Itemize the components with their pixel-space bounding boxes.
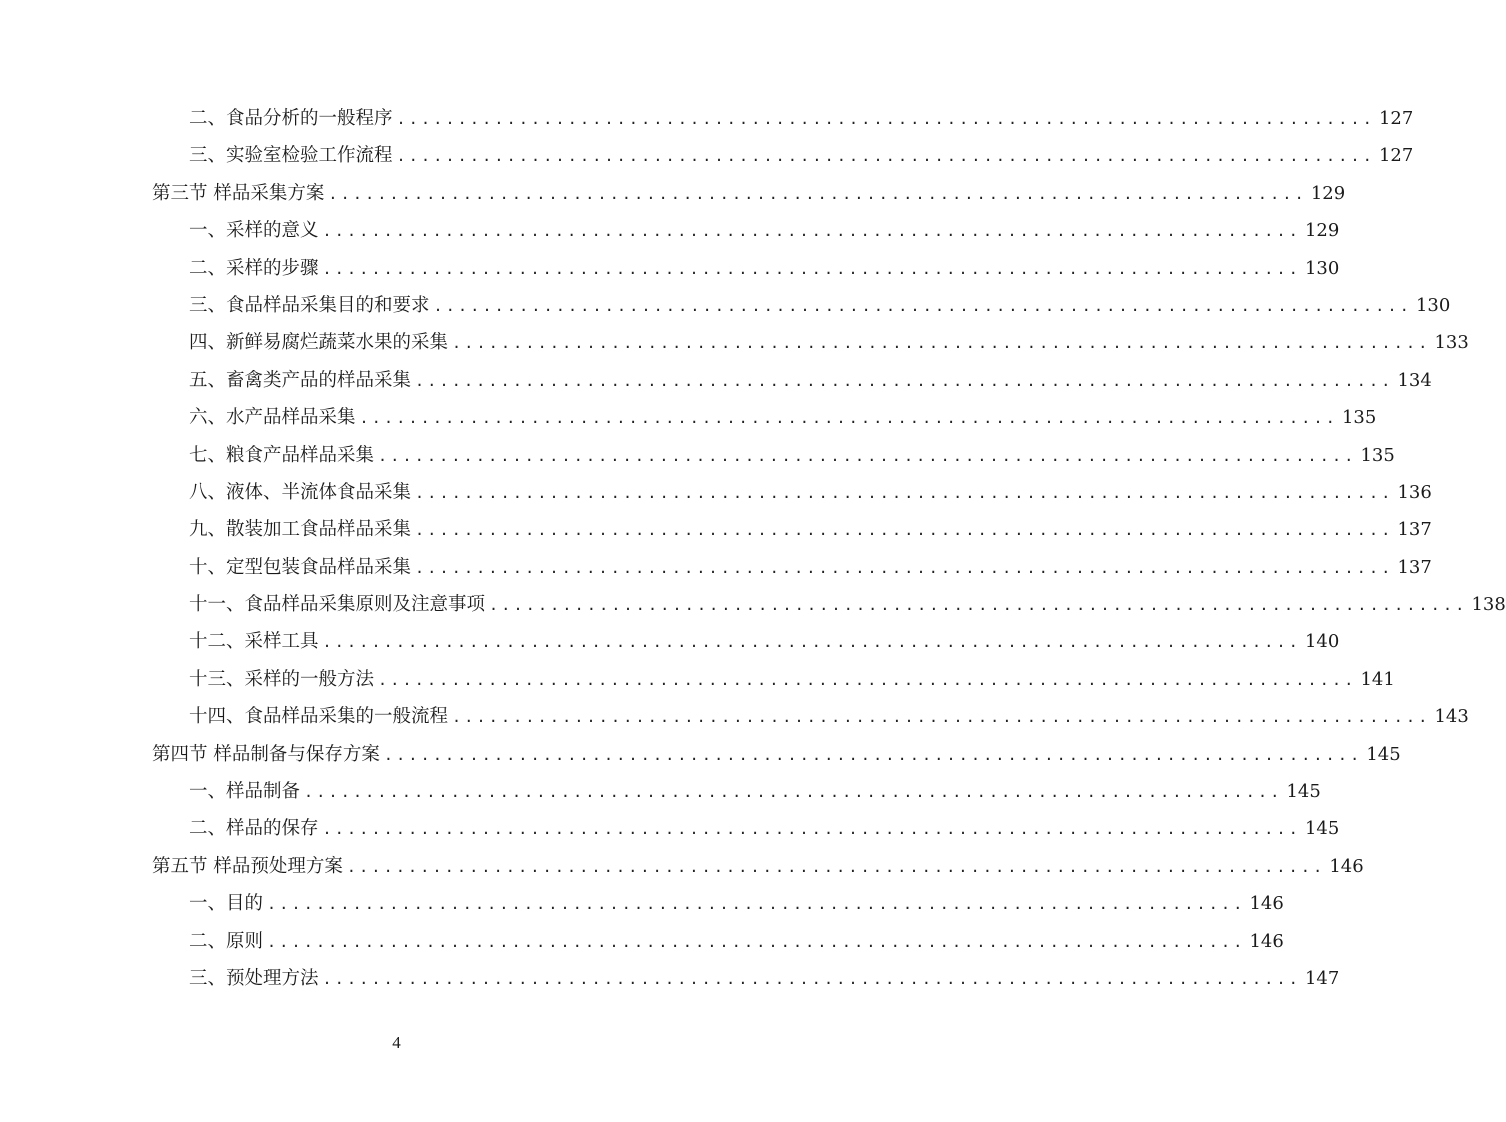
toc-entry[interactable] <box>152 586 1506 623</box>
toc-entry[interactable] <box>152 137 1414 174</box>
toc-entry-page: 146 <box>1329 855 1364 877</box>
toc-leader-dots: ................................................................................ <box>322 969 1301 988</box>
toc-entry-title: 二、采样的步骤 <box>189 257 319 279</box>
toc-entry[interactable] <box>152 885 1284 922</box>
toc-leader-dots: ................................................................................ <box>346 857 1326 876</box>
toc-entry-title: 四、新鲜易腐烂蔬菜水果的采集 <box>189 332 449 354</box>
toc-entry-title: 三、预处理方法 <box>189 967 319 989</box>
toc-entry[interactable] <box>152 324 1469 361</box>
toc-entry[interactable] <box>152 437 1395 474</box>
toc-leader-dots: ................................................................................ <box>396 147 1375 166</box>
toc-entry-title: 二、原则 <box>189 930 264 952</box>
toc-entry[interactable] <box>152 773 1321 810</box>
toc-entry-title: 十四、食品样品采集的一般流程 <box>189 706 449 728</box>
toc-leader-dots: ................................................................................ <box>378 446 1357 465</box>
toc-leader-dots: ................................................................................ <box>383 745 1363 764</box>
toc-entry-page: 145 <box>1286 781 1321 803</box>
toc-entry-title: 十、定型包装食品样品采集 <box>189 556 412 578</box>
toc-leader-dots: ................................................................................ <box>322 633 1301 652</box>
toc-entry-page: 129 <box>1304 220 1340 242</box>
toc-entry[interactable] <box>152 399 1377 436</box>
toc-leader-dots: ................................................................................ <box>415 558 1394 577</box>
toc-entry-page: 135 <box>1341 407 1377 429</box>
toc-entry[interactable] <box>152 923 1284 960</box>
toc-entry-page: 134 <box>1397 369 1432 391</box>
toc-leader-dots: ................................................................................ <box>415 371 1394 390</box>
toc-entry-page: 140 <box>1304 631 1340 653</box>
toc-leader-dots: ................................................................................ <box>489 596 1468 615</box>
toc-entry[interactable] <box>152 212 1340 249</box>
toc-entry[interactable] <box>152 362 1432 399</box>
toc-section-heading[interactable] <box>152 848 1364 885</box>
toc-section-heading[interactable] <box>152 736 1401 773</box>
page-number: 4 <box>392 1033 401 1052</box>
toc-entry-page: 143 <box>1434 706 1469 728</box>
toc-leader-dots: ................................................................................ <box>452 334 1431 353</box>
toc-leader-dots: ................................................................................ <box>452 708 1431 727</box>
toc-entry-page: 130 <box>1415 294 1451 316</box>
toc-entry[interactable] <box>152 549 1432 586</box>
toc-entry-page: 136 <box>1397 481 1432 503</box>
toc-entry-page: 137 <box>1397 556 1432 578</box>
toc-entry[interactable] <box>152 698 1469 735</box>
toc-entry-title: 九、散装加工食品样品采集 <box>189 519 412 541</box>
toc-entry-title: 二、食品分析的一般程序 <box>189 108 393 129</box>
toc-entry[interactable] <box>152 100 1414 137</box>
toc-entry-page: 137 <box>1397 519 1432 541</box>
toc-entry-title: 第三节 样品采集方案 <box>152 182 325 204</box>
toc-entry[interactable] <box>152 810 1340 847</box>
toc-entry-page: 146 <box>1249 893 1284 915</box>
toc-entry[interactable] <box>152 623 1340 660</box>
toc-entry-title: 一、样品制备 <box>189 781 301 803</box>
toc-leader-dots: ................................................................................ <box>304 783 1283 802</box>
toc-leader-dots: ................................................................................ <box>433 296 1412 315</box>
toc-entry[interactable] <box>152 511 1432 548</box>
toc-entry-page: 135 <box>1360 444 1395 466</box>
toc-entry-title: 一、采样的意义 <box>189 220 319 242</box>
toc-entry-page: 133 <box>1434 332 1469 354</box>
toc-entry[interactable] <box>152 474 1432 511</box>
toc-entry-title: 八、液体、半流体食品采集 <box>189 481 412 503</box>
toc-entry-page: 138 <box>1471 594 1506 616</box>
toc-leader-dots: ................................................................................ <box>378 670 1357 689</box>
toc-entry-title: 三、食品样品采集目的和要求 <box>189 294 430 316</box>
toc-entry-title: 十一、食品样品采集原则及注意事项 <box>189 594 486 616</box>
toc-entry-title: 十二、采样工具 <box>189 631 319 653</box>
toc-leader-dots: ................................................................................ <box>415 483 1394 502</box>
toc-entry[interactable] <box>152 250 1340 287</box>
toc-entry-title: 七、粮食产品样品采集 <box>189 444 375 466</box>
toc-entry-page: 127 <box>1378 145 1414 167</box>
toc-entry[interactable] <box>152 287 1451 324</box>
toc-entry-title: 三、实验室检验工作流程 <box>189 145 393 167</box>
table-of-contents <box>152 100 1506 997</box>
toc-leader-dots: ................................................................................ <box>322 222 1301 241</box>
toc-entry-page: 127 <box>1378 108 1414 129</box>
toc-entry-title: 第四节 样品制备与保存方案 <box>152 743 380 765</box>
toc-entry-page: 130 <box>1304 257 1340 279</box>
toc-entry-page: 145 <box>1366 743 1401 765</box>
toc-entry[interactable] <box>152 960 1340 997</box>
toc-entry-page: 141 <box>1360 668 1395 690</box>
toc-leader-dots: ................................................................................ <box>322 259 1301 278</box>
toc-entry-title: 十三、采样的一般方法 <box>189 668 375 690</box>
toc-entry-page: 147 <box>1304 967 1340 989</box>
toc-entry-title: 二、样品的保存 <box>189 818 319 840</box>
toc-leader-dots: ................................................................................ <box>267 895 1246 914</box>
toc-entry-page: 145 <box>1304 818 1340 840</box>
toc-entry-title: 一、目的 <box>189 893 264 915</box>
toc-leader-dots: ................................................................................ <box>267 932 1246 951</box>
toc-section-heading[interactable] <box>152 175 1346 212</box>
toc-entry-title: 五、畜禽类产品的样品采集 <box>189 369 412 391</box>
toc-entry-title: 六、水产品样品采集 <box>189 407 356 429</box>
toc-leader-dots: ................................................................................ <box>322 820 1301 839</box>
toc-entry-page: 146 <box>1249 930 1284 952</box>
toc-entry-page: 129 <box>1310 182 1346 204</box>
toc-entry-title: 第五节 样品预处理方案 <box>152 855 343 877</box>
toc-leader-dots: ................................................................................ <box>359 409 1338 428</box>
toc-leader-dots: ................................................................................ <box>415 521 1394 540</box>
toc-leader-dots: ................................................................................ <box>396 110 1375 128</box>
toc-entry[interactable] <box>152 661 1395 698</box>
toc-leader-dots: ................................................................................ <box>328 184 1307 203</box>
